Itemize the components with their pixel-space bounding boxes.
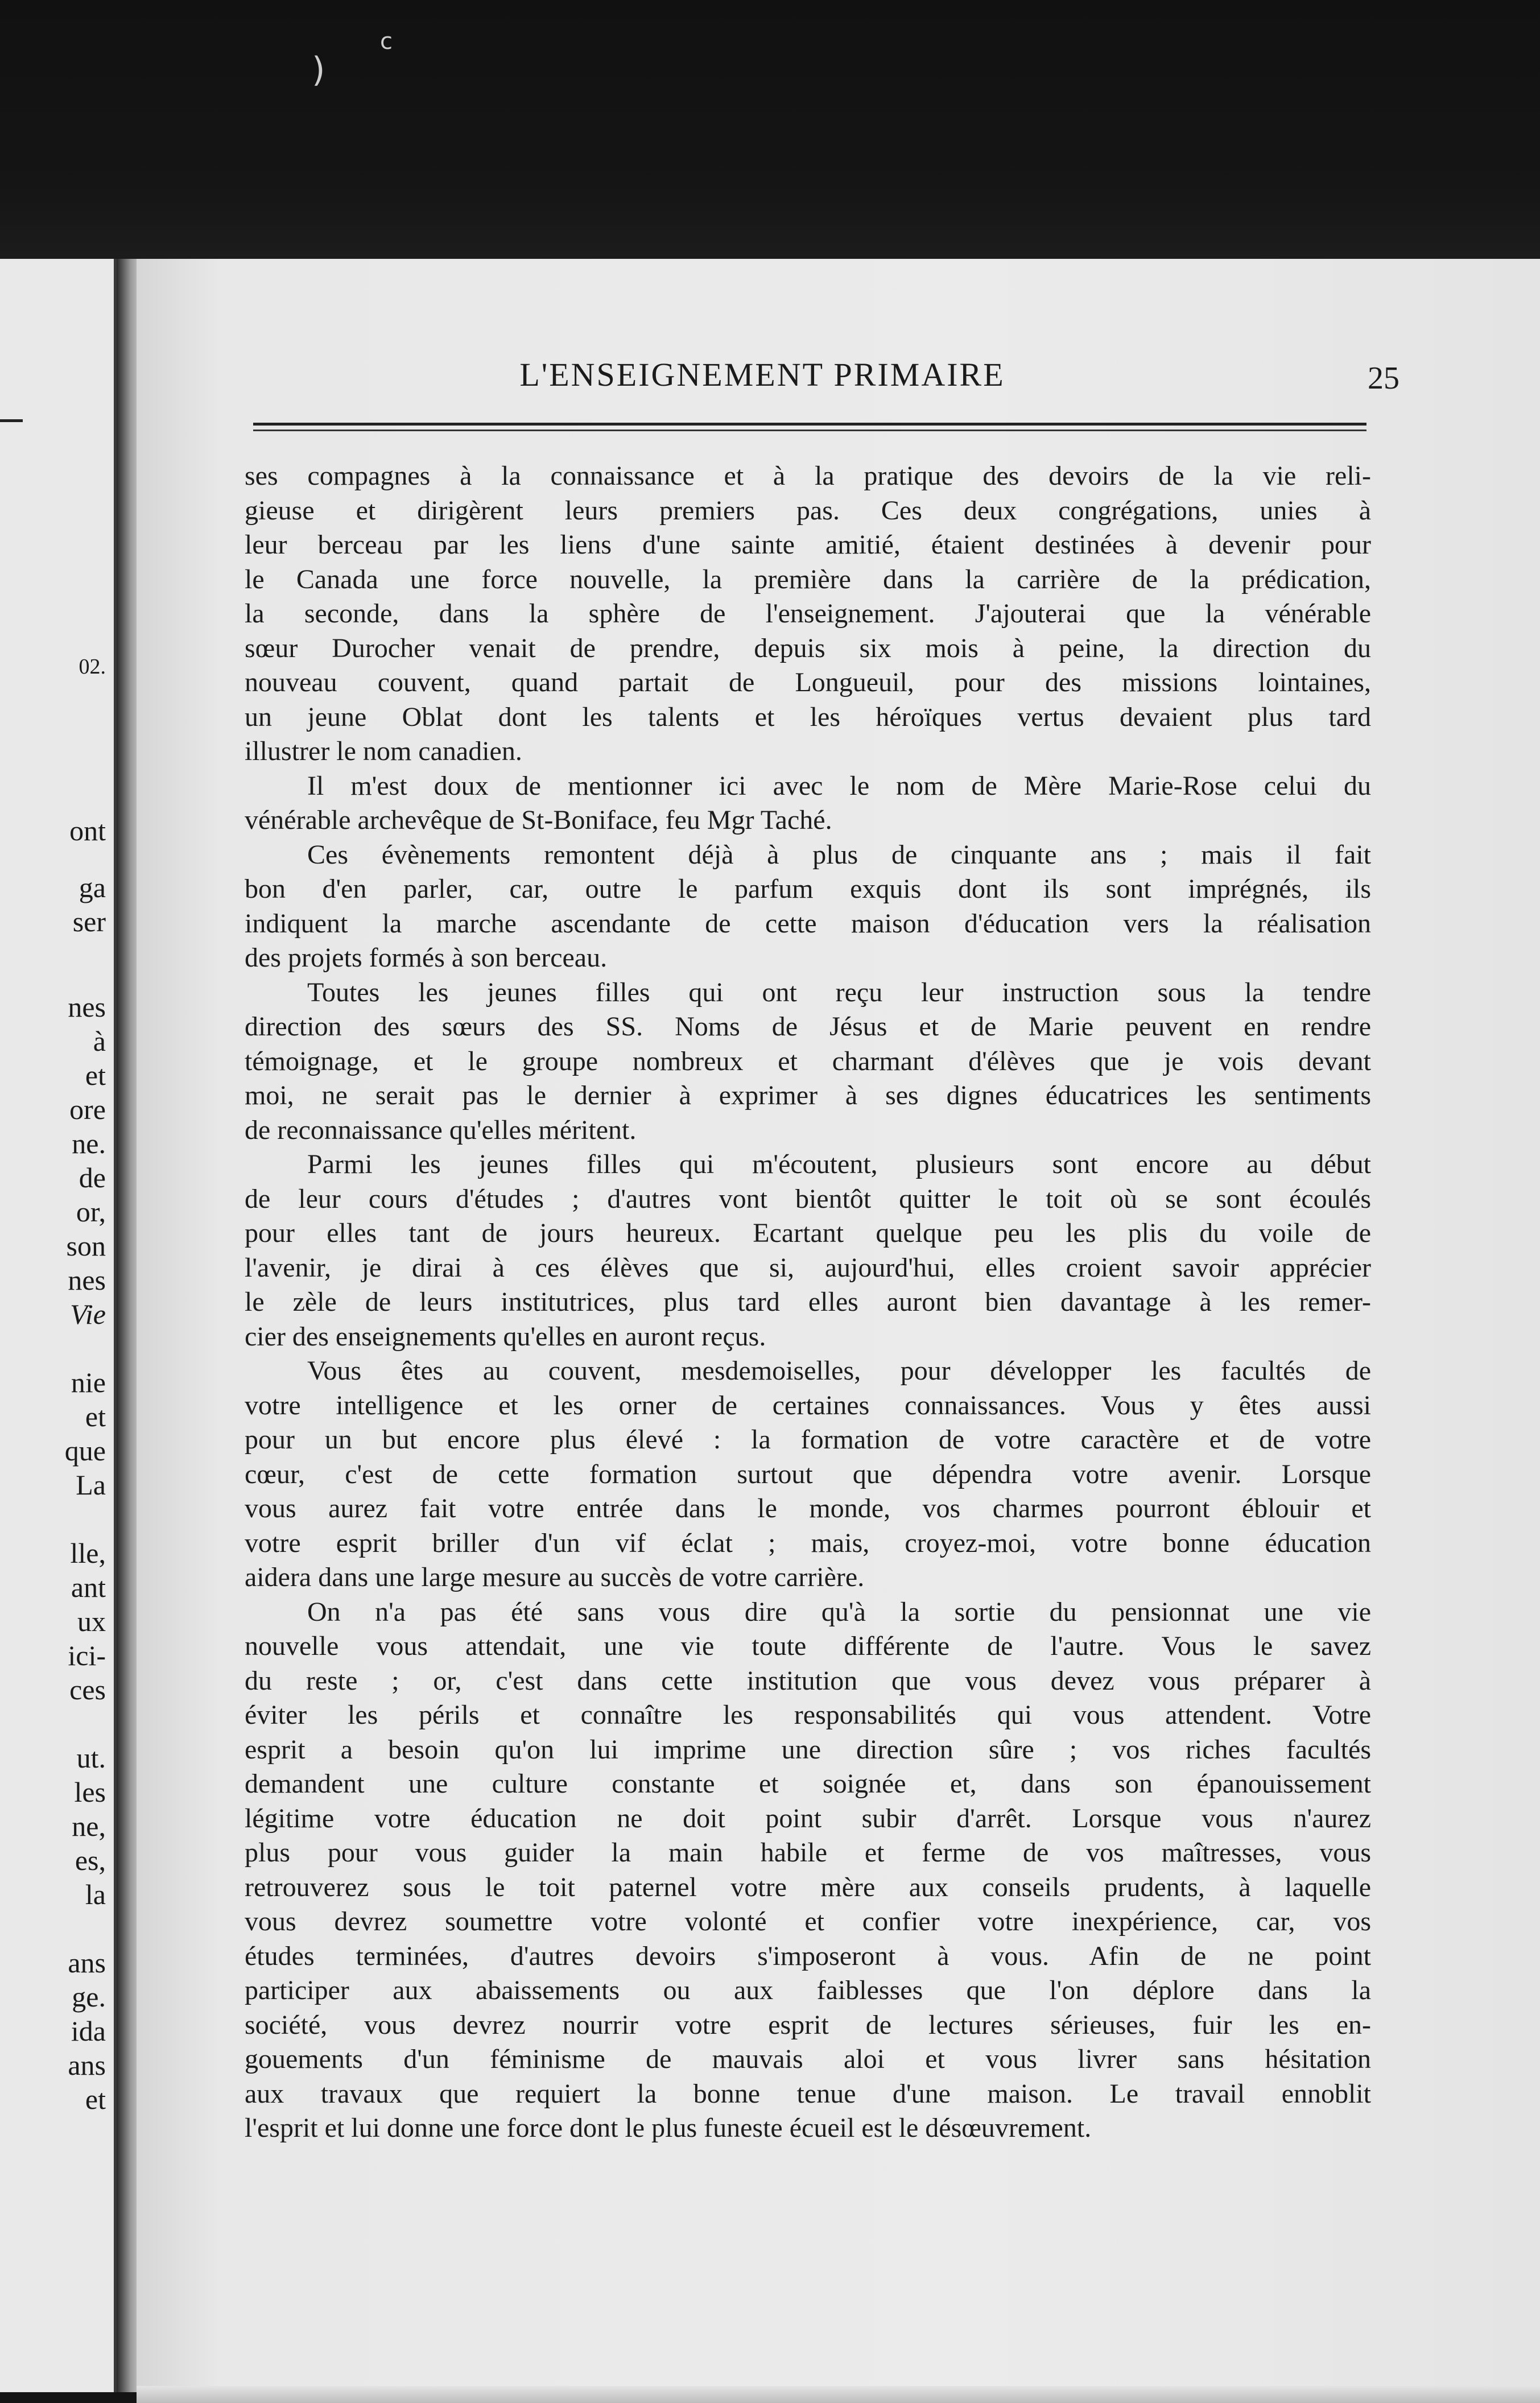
text-line: gouements d'un féminisme de mauvais aloi et vous livrer sans hésitation	[245, 2044, 1371, 2074]
text-line: Vous êtes au couvent, mesdemoiselles, pour développer les facultés de	[307, 1356, 1371, 1386]
dust-mark: c	[380, 28, 393, 55]
text-line: leur berceau par les liens d'une sainte amitié, étaient destinées à devenir pour	[245, 530, 1371, 560]
page-bottom-edge	[137, 2386, 1540, 2403]
text-line: ses compagnes à la connaissance et à la pratique des devoirs de la vie reli-	[245, 461, 1371, 491]
left-page-fragment: de	[79, 1162, 106, 1194]
left-page-fragment: Vie	[70, 1298, 106, 1330]
left-page-fragment: ser	[72, 906, 106, 938]
header-rule-thin	[253, 430, 1366, 431]
text-line: cœur, c'est de cette formation surtout que dépendra votre avenir. Lorsque	[245, 1459, 1371, 1489]
left-page-fragment: et	[85, 1059, 106, 1091]
body-text	[245, 459, 1371, 2146]
text-line: des projets formés à son berceau.	[245, 943, 608, 973]
left-page-fragment: ces	[69, 1674, 106, 1706]
text-line: éviter les périls et connaître les responsabilités qui vous attendent. Votre	[245, 1700, 1371, 1730]
left-page-fragment: son	[66, 1230, 106, 1262]
left-page-fragment: ut.	[76, 1742, 106, 1774]
left-page-fragment: ida	[71, 2015, 106, 2047]
text-line: un jeune Oblat dont les talents et les héroïques vertus devaient plus tard	[245, 701, 1371, 732]
left-page-fragment: La	[76, 1469, 106, 1501]
text-line: moi, ne serait pas le dernier à exprimer à ses dignes éducatrices les sentiments	[245, 1080, 1371, 1110]
text-line: le zèle de leurs institutrices, plus tard elles auront bien davantage à les remer-	[245, 1287, 1371, 1317]
text-line: votre intelligence et les orner de certaines connaissances. Vous y êtes aussi	[245, 1390, 1371, 1421]
text-line: vous aurez fait votre entrée dans le monde, vos charmes pourront éblouir et	[245, 1493, 1371, 1523]
running-head-title: L'ENSEIGNEMENT PRIMAIRE	[519, 356, 1005, 393]
text-line: société, vous devrez nourrir votre esprit de lectures sérieuses, fuir les en-	[245, 2009, 1371, 2040]
text-line: légitime votre éducation ne doit point subir d'arrêt. Lorsque vous n'aurez	[245, 1803, 1371, 1834]
text-line: la seconde, dans la sphère de l'enseignement. J'ajouterai que la vénérable	[245, 598, 1371, 629]
text-line: gieuse et dirigèrent leurs premiers pas. Ces deux congrégations, unies à	[245, 495, 1371, 526]
book-page	[137, 259, 1540, 2403]
text-line: Ces évènements remontent déjà à plus de cinquante ans ; mais il fait	[307, 839, 1371, 870]
adjacent-left-page	[0, 259, 119, 2392]
text-line: l'avenir, je dirai à ces élèves que si, aujourd'hui, elles croient savoir apprécier	[245, 1252, 1371, 1283]
text-line: pour elles tant de jours heureux. Ecartant quelque peu les plis du voile de	[245, 1218, 1371, 1248]
text-line: nouveau couvent, quand partait de Longueuil, pour des missions lointaines,	[245, 667, 1371, 697]
left-page-fragment: les	[74, 1776, 106, 1808]
page-number: 25	[1368, 361, 1399, 396]
left-page-fragment: es,	[75, 1844, 106, 1876]
left-page-fragment: nes	[68, 1264, 106, 1296]
text-line: bon d'en parler, car, outre le parfum exquis dont ils sont imprégnés, ils	[245, 874, 1371, 904]
text-line: sœur Durocher venait de prendre, depuis six mois à peine, la direction du	[245, 633, 1371, 663]
left-page-fragment: et	[85, 1401, 106, 1432]
text-line: nouvelle vous attendait, une vie toute différente de l'autre. Vous le savez	[245, 1631, 1371, 1661]
left-page-fragment: ge.	[72, 1981, 106, 2013]
text-line: Il m'est doux de mentionner ici avec le nom de Mère Marie-Rose celui du	[307, 770, 1371, 801]
left-page-fragment: ux	[77, 1605, 106, 1637]
text-line: vénérable archevêque de St-Boniface, feu Mgr Taché.	[245, 805, 832, 835]
text-line: cier des enseignements qu'elles en auront reçus.	[245, 1321, 766, 1352]
left-page-fragment: ant	[71, 1571, 106, 1603]
left-page-fragment: nie	[71, 1366, 106, 1398]
text-line: aux travaux que requiert la bonne tenue d'une maison. Le travail ennoblit	[245, 2078, 1371, 2109]
text-line: pour un but encore plus élevé : la formation de votre caractère et de votre	[245, 1425, 1371, 1455]
text-line: témoignage, et le groupe nombreux et charmant d'élèves que je vois devant	[245, 1046, 1371, 1076]
text-line: indiquent la marche ascendante de cette maison d'éducation vers la réalisation	[245, 908, 1371, 939]
left-page-fragment: 02.	[79, 655, 106, 679]
left-page-fragment: ne.	[72, 1128, 106, 1159]
text-line: vous devrez soumettre votre volonté et confier votre inexpérience, car, vos	[245, 1906, 1371, 1937]
dust-mark: )	[312, 50, 325, 90]
left-page-fragment: or,	[76, 1196, 106, 1228]
text-line: demandent une culture constante et soignée et, dans son épanouissement	[245, 1769, 1371, 1799]
text-line: Toutes les jeunes filles qui ont reçu leur instruction sous la tendre	[307, 977, 1371, 1008]
left-page-fragment: ore	[69, 1093, 106, 1125]
text-line: aidera dans une large mesure au succès de votre carrière.	[245, 1562, 865, 1592]
left-page-fragment: à	[93, 1025, 106, 1057]
text-line: esprit a besoin qu'on lui imprime une direction sûre ; vos riches facultés	[245, 1734, 1371, 1765]
text-line: retrouverez sous le toit paternel votre mère aux conseils prudents, à laquelle	[245, 1872, 1371, 1902]
text-line: illustrer le nom canadien.	[245, 736, 522, 766]
text-line: de leur cours d'études ; d'autres vont bientôt quitter le toit où se sont écoulés	[245, 1183, 1371, 1214]
dark-background	[0, 0, 1540, 267]
left-page-fragment: que	[64, 1435, 106, 1467]
left-page-fragment: ont	[69, 815, 106, 847]
running-head	[250, 356, 1399, 401]
text-line: de reconnaissance qu'elles méritent.	[245, 1114, 637, 1145]
text-line: le Canada une force nouvelle, la première dans la carrière de la prédication,	[245, 564, 1371, 594]
text-line: du reste ; or, c'est dans cette institution que vous devez vous préparer à	[245, 1665, 1371, 1696]
left-page-fragment: ici-	[68, 1640, 106, 1671]
text-line: études terminées, d'autres devoirs s'imposeront à vous. Afin de ne point	[245, 1940, 1371, 1971]
text-line: participer aux abaissements ou aux faiblesses que l'on déplore dans la	[245, 1975, 1371, 2005]
left-page-fragment: ans	[68, 1947, 106, 1979]
left-page-fragment: nes	[68, 991, 106, 1023]
left-page-fragment: lle,	[70, 1537, 106, 1569]
text-line: l'esprit et lui donne une force dont le plus funeste écueil est le désœuvrement.	[245, 2113, 1092, 2143]
left-page-fragment: et	[85, 2083, 106, 2115]
header-rule-thick	[253, 423, 1366, 426]
left-page-fragment: ne,	[72, 1810, 106, 1842]
left-page-fragment: la	[85, 1878, 106, 1910]
left-page-fragment: ans	[68, 2049, 106, 2081]
text-line: direction des sœurs des SS. Noms de Jésus et de Marie peuvent en rendre	[245, 1011, 1371, 1042]
text-line: votre esprit briller d'un vif éclat ; mais, croyez-moi, votre bonne éducation	[245, 1527, 1371, 1558]
left-page-fragment: ga	[79, 872, 106, 903]
text-line: On n'a pas été sans vous dire qu'à la sortie du pensionnat une vie	[307, 1596, 1371, 1627]
left-page-rule	[0, 419, 23, 422]
text-line: plus pour vous guider la main habile et ferme de vos maîtresses, vous	[245, 1838, 1371, 1868]
text-line: Parmi les jeunes filles qui m'écoutent, plusieurs sont encore au début	[307, 1149, 1371, 1179]
